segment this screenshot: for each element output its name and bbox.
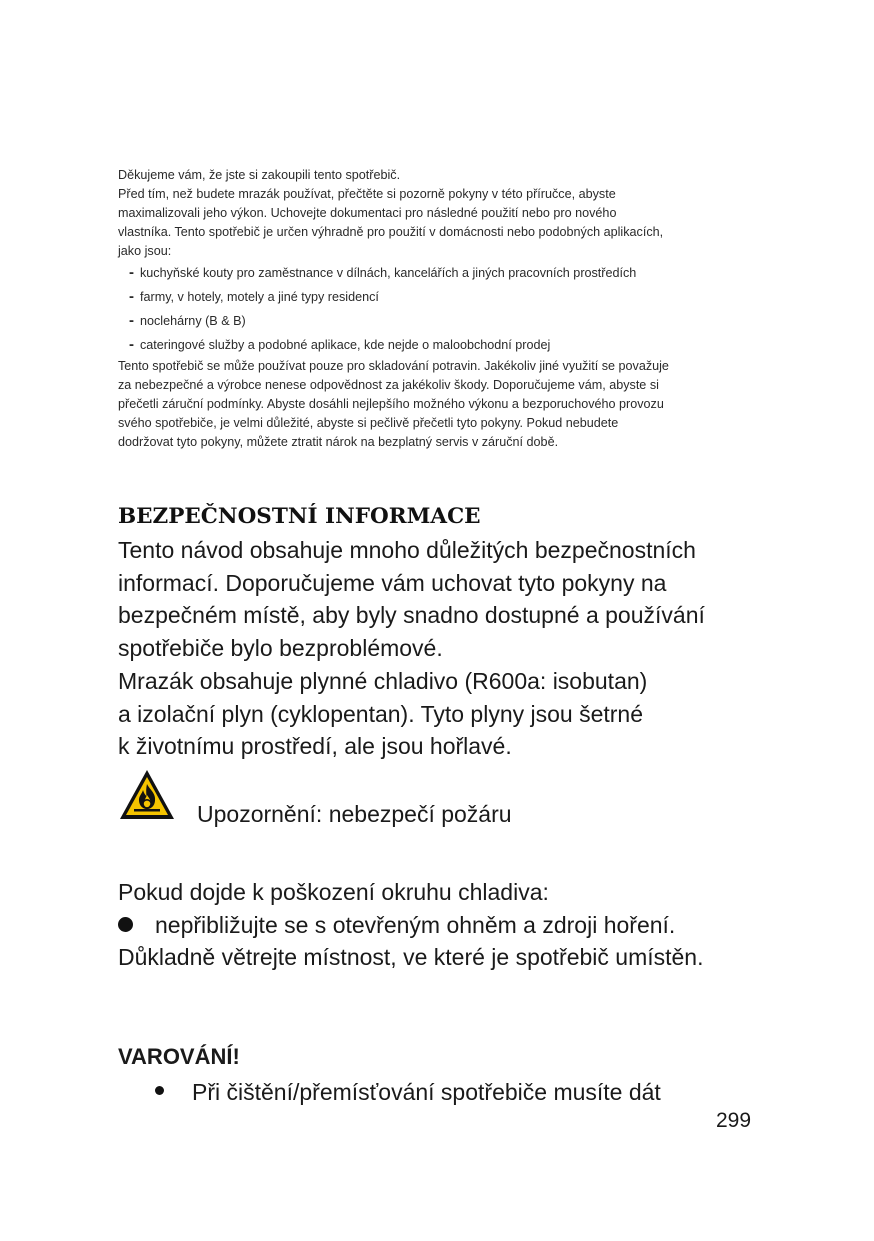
- warning-title: VAROVÁNÍ!: [118, 1044, 240, 1069]
- closing-line: Tento spotřebič se může používat pouze pro skladování potravin. Jakékoliv jiné využití se považuje: [118, 359, 669, 373]
- dash-icon: -: [129, 312, 134, 329]
- list-item: - farmy, v hotely, motely a jiné typy residencí: [118, 285, 768, 309]
- intro-line: Před tím, než budete mrazák používat, přečtěte si pozorně pokyny v této příručce, abyste: [118, 187, 616, 201]
- dash-icon: -: [129, 264, 134, 281]
- bullet-icon: [118, 917, 133, 932]
- text-line: informací. Doporučujeme vám uchovat tyto pokyny na: [118, 569, 667, 596]
- intro-section: [118, 166, 768, 452]
- closing-line: přečetli záruční podmínky. Abyste dosáhli nejlepšího možného výkonu a bezporuchového provozu: [118, 397, 664, 411]
- text-line: spotřebiče bylo bezproblémové.: [118, 634, 443, 661]
- bullet-item: nepřibližujte se s otevřeným ohněm a zdroji hoření.: [118, 909, 798, 942]
- usage-list: [118, 261, 768, 357]
- closing-line: svého spotřebiče, je velmi důležité, abyste si pečlivě přečetli tyto pokyny. Pokud nebudete: [118, 416, 619, 430]
- text-line: Tento návod obsahuje mnoho důležitých bezpečnostních: [118, 537, 696, 563]
- text-line: Pokud dojde k poškození okruhu chladiva:: [118, 879, 549, 905]
- text-line: a izolační plyn (cyklopentan). Tyto plyny jsou šetrné: [118, 700, 644, 727]
- closing-line: za nebezpečné a výrobce nenese odpovědnost za jakékoliv škody. Doporučujeme vám, abyste si: [118, 378, 659, 392]
- dash-icon: -: [129, 336, 134, 353]
- list-item: - noclehárny (B & B): [118, 309, 768, 333]
- intro-line: jako jsou:: [118, 244, 172, 258]
- bullet-icon: [155, 1086, 164, 1095]
- leak-paragraph: [118, 876, 798, 974]
- intro-line: vlastníka. Tento spotřebič je určen výhradně pro použití v domácnosti nebo podobných aplikacích,: [118, 225, 664, 239]
- dash-icon: -: [129, 288, 134, 305]
- fire-warning-row: [118, 768, 818, 828]
- text-line: k životnímu prostředí, ale jsou hořlavé.: [118, 733, 512, 759]
- text-line: bezpečném místě, aby byly snadno dostupné a používání: [118, 602, 705, 628]
- safety-paragraph: [118, 534, 798, 664]
- intro-line: Děkujeme vám, že jste si zakoupili tento spotřebič.: [118, 168, 401, 182]
- intro-line: maximalizovali jeho výkon. Uchovejte dokumentaci pro následné použití nebo pro nového: [118, 206, 617, 220]
- section-title: BEZPEČNOSTNÍ INFORMACE: [118, 504, 481, 529]
- flammable-warning-icon: [118, 768, 176, 822]
- text-line: Důkladně větrejte místnost, ve které je spotřebič umístěn.: [118, 944, 704, 970]
- text-line: Mrazák obsahuje plynné chladivo (R600a: isobutan): [118, 668, 648, 694]
- fire-warning-label: Upozornění: nebezpečí požáru: [197, 801, 512, 827]
- bullet-item: Při čištění/přemísťování spotřebiče musíte dát: [155, 1076, 661, 1108]
- page-number: 299: [716, 1109, 752, 1132]
- refrigerant-paragraph: [118, 665, 798, 763]
- list-item: - kuchyňské kouty pro zaměstnance v dílnách, kancelářích a jiných pracovních prostředích: [118, 261, 768, 285]
- closing-line: dodržovat tyto pokyny, můžete ztratit nárok na bezplatný servis v záruční době.: [118, 435, 559, 449]
- list-item: - cateringové služby a podobné aplikace, kde nejde o maloobchodní prodej: [118, 333, 768, 357]
